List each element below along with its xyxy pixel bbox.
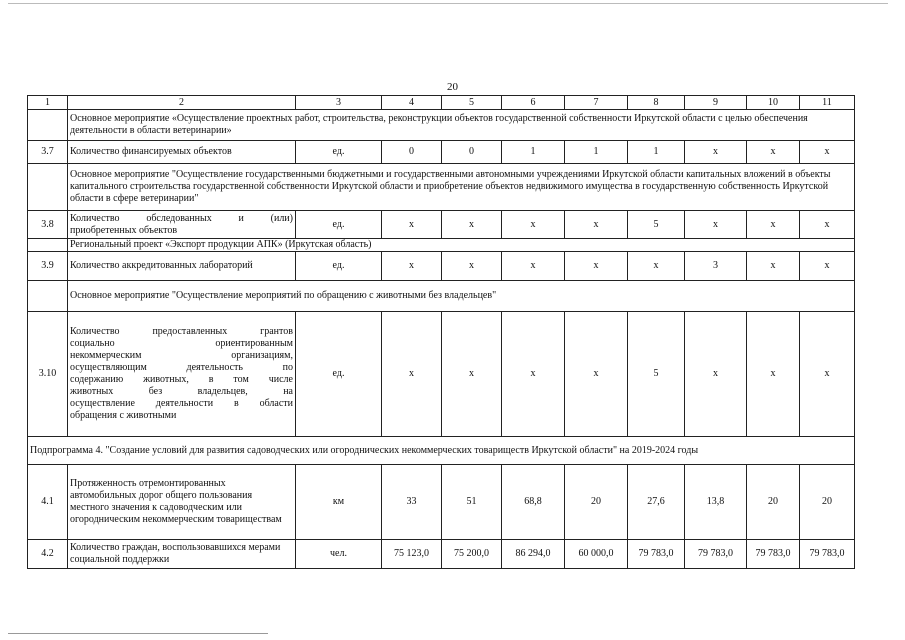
- value-cell: 0: [442, 141, 502, 164]
- indicator-name: Количество финансируемых объектов: [68, 141, 296, 164]
- row-number: 3.7: [28, 141, 68, 164]
- table-row: [28, 540, 855, 569]
- table-header-row: [28, 96, 855, 110]
- value-cell: х: [442, 312, 502, 437]
- value-cell: 33: [382, 465, 442, 540]
- header-cell: 2: [68, 96, 296, 110]
- value-cell: 68,8: [502, 465, 565, 540]
- value-cell: х: [685, 211, 747, 239]
- value-cell: 79 783,0: [685, 540, 747, 569]
- unit-cell: ед.: [296, 312, 382, 437]
- top-border-line: [8, 3, 888, 4]
- value-cell: х: [628, 252, 685, 281]
- row-number: 4.1: [28, 465, 68, 540]
- value-cell: х: [800, 211, 855, 239]
- value-cell: х: [747, 312, 800, 437]
- row-number: 4.2: [28, 540, 68, 569]
- value-cell: 5: [628, 312, 685, 437]
- value-cell: 20: [565, 465, 628, 540]
- value-cell: х: [685, 312, 747, 437]
- value-cell: 51: [442, 465, 502, 540]
- value-cell: х: [747, 141, 800, 164]
- name-line: обращения с животными: [70, 410, 177, 421]
- header-cell: 5: [442, 96, 502, 110]
- indicator-name: Количество граждан, воспользовавшихся мерами социальной поддержки: [68, 540, 296, 569]
- header-cell: 8: [628, 96, 685, 110]
- unit-cell: ед.: [296, 211, 382, 239]
- value-cell: х: [502, 312, 565, 437]
- table-row: [28, 141, 855, 164]
- header-cell: 11: [800, 96, 855, 110]
- name-line: осуществление деятельности в области: [70, 398, 293, 409]
- value-cell: х: [565, 252, 628, 281]
- value-cell: 75 123,0: [382, 540, 442, 569]
- table-row: [28, 465, 855, 540]
- header-cell: 1: [28, 96, 68, 110]
- value-cell: 27,6: [628, 465, 685, 540]
- value-cell: 1: [502, 141, 565, 164]
- header-cell: 3: [296, 96, 382, 110]
- unit-cell: ед.: [296, 141, 382, 164]
- name-line: приобретенных объектов: [70, 224, 178, 236]
- section-row: [28, 281, 855, 312]
- name-line: содержанию животных, в том числе: [70, 374, 293, 385]
- value-cell: 86 294,0: [502, 540, 565, 569]
- table-row: [28, 211, 855, 239]
- section-row: [28, 110, 855, 141]
- name-line: животных без владельцев, на: [70, 386, 293, 397]
- value-cell: 20: [747, 465, 800, 540]
- name-line: социально ориентированным: [70, 338, 293, 349]
- value-cell: х: [502, 211, 565, 239]
- name-line: некоммерческим организациям,: [70, 350, 293, 361]
- section-row: [28, 164, 855, 211]
- value-cell: х: [800, 252, 855, 281]
- section-main-event-animals: Основное мероприятие "Осуществление мероприятий по обращению с животными без владельцев": [68, 281, 855, 312]
- value-cell: 79 783,0: [747, 540, 800, 569]
- value-cell: 79 783,0: [800, 540, 855, 569]
- row-number: 3.10: [28, 312, 68, 437]
- name-line: Количество предоставленных грантов: [70, 326, 293, 337]
- row-number: 3.9: [28, 252, 68, 281]
- value-cell: 5: [628, 211, 685, 239]
- header-cell: 10: [747, 96, 800, 110]
- value-cell: х: [382, 252, 442, 281]
- section-main-event-capital: Основное мероприятие "Осуществление государственными бюджетными и государственными автономными учреждениями Иркутской области капитальных вложений в объекты капитального строительства государственной собственности Иркутской области и приобретение объектов недвижимого имущества в государственную собственность Иркутской области в сфере ветеринарии": [68, 164, 855, 211]
- value-cell: х: [565, 211, 628, 239]
- table-row: [28, 312, 855, 437]
- indicator-name: Протяженность отремонтированных автомобильных дорог общего пользования местного значения к садоводческим или огородническим некоммерческим товариществам: [68, 465, 296, 540]
- section-row: [28, 437, 855, 465]
- unit-cell: км: [296, 465, 382, 540]
- value-cell: 0: [382, 141, 442, 164]
- unit-cell: ед.: [296, 252, 382, 281]
- indicators-table: [27, 95, 855, 569]
- value-cell: х: [800, 141, 855, 164]
- header-cell: 7: [565, 96, 628, 110]
- value-cell: х: [747, 211, 800, 239]
- value-cell: х: [747, 252, 800, 281]
- section-main-event-design: Основное мероприятие «Осуществление проектных работ, строительства, реконструкции объектов государственной собственности Иркутской области с целью обеспечения деятельности в области ветеринарии»: [68, 110, 855, 141]
- value-cell: х: [502, 252, 565, 281]
- value-cell: х: [685, 141, 747, 164]
- section-subprogram-4: Подпрограмма 4. "Создание условий для развития садоводческих или огороднических некоммерческих товариществ Иркутской области" на 2019-2024 годы: [28, 437, 855, 465]
- indicator-name: Количество аккредитованных лабораторий: [68, 252, 296, 281]
- value-cell: х: [382, 312, 442, 437]
- page-number: 20: [447, 81, 458, 93]
- indicator-name: [68, 312, 296, 437]
- name-line: осуществляющим деятельность по: [70, 362, 293, 373]
- value-cell: х: [442, 211, 502, 239]
- unit-cell: чел.: [296, 540, 382, 569]
- value-cell: 13,8: [685, 465, 747, 540]
- table-row: [28, 252, 855, 281]
- value-cell: х: [800, 312, 855, 437]
- section-regional-project: Региональный проект «Экспорт продукции АПК» (Иркутская область): [68, 239, 855, 252]
- header-cell: 9: [685, 96, 747, 110]
- value-cell: 79 783,0: [628, 540, 685, 569]
- indicator-name: [68, 211, 296, 239]
- name-line: Количество обследованных и (или): [70, 212, 293, 224]
- header-cell: 4: [382, 96, 442, 110]
- value-cell: 1: [565, 141, 628, 164]
- header-cell: 6: [502, 96, 565, 110]
- value-cell: х: [565, 312, 628, 437]
- row-number: 3.8: [28, 211, 68, 239]
- value-cell: 60 000,0: [565, 540, 628, 569]
- value-cell: 75 200,0: [442, 540, 502, 569]
- value-cell: 20: [800, 465, 855, 540]
- value-cell: 3: [685, 252, 747, 281]
- section-row: [28, 239, 855, 252]
- bottom-border-line: [8, 633, 268, 634]
- value-cell: х: [442, 252, 502, 281]
- value-cell: х: [382, 211, 442, 239]
- value-cell: 1: [628, 141, 685, 164]
